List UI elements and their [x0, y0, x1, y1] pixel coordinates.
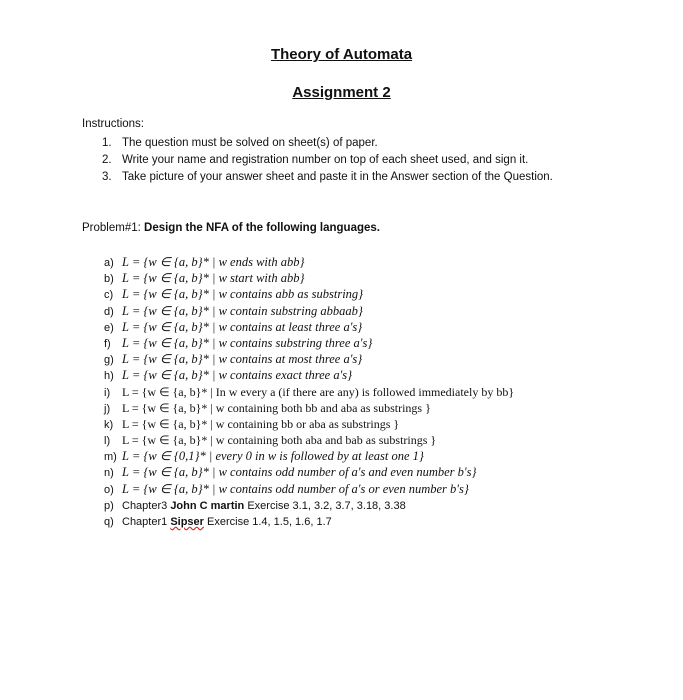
instruction-item: 3. Take picture of your answer sheet and paste it in the Answer section of the Question. [102, 171, 553, 183]
language-item: d) L = {w ∈ {a, b}* | w contain substring abbaab} [104, 303, 363, 318]
language-item: j) L = {w ∈ {a, b}* | w containing both bb and aba as substrings } [104, 400, 431, 415]
language-item: i) L = {w ∈ {a, b}* | In w every a (if there are any) is followed immediately by bb} [104, 384, 515, 399]
instruction-item: 1. The question must be solved on sheet(s) of paper. [102, 137, 378, 149]
instruction-item: 2. Write your name and registration number on top of each sheet used, and sign it. [102, 154, 529, 166]
language-item: a) L = {w ∈ {a, b}* | w ends with abb} [104, 255, 305, 269]
problem-heading [82, 222, 380, 234]
instructions-list [102, 135, 553, 186]
course-title: Theory of Automata [270, 46, 413, 63]
assignment-title: Assignment 2 [292, 84, 391, 101]
language-item: b) L = {w ∈ {a, b}* | w start with abb} [104, 271, 305, 286]
problem-label: Problem#1: [82, 222, 141, 234]
language-item: g) L = {w ∈ {a, b}* | w contains at most three a's} [104, 352, 363, 367]
reference-author: John C martin [170, 499, 245, 512]
reference-author: Sipser [170, 516, 204, 528]
reference-item: q) Chapter1 Sipser Exercise 1.4, 1.5, 1.6, 1.7 [104, 516, 332, 528]
language-item: c) L = {w ∈ {a, b}* | w contains abb as substring} [104, 287, 364, 302]
language-item: l) L = {w ∈ {a, b}* | w containing both aba and bab as substrings } [104, 433, 437, 448]
language-item: n) L = {w ∈ {a, b}* | w contains odd number of a's and even number b's} [104, 465, 477, 480]
language-item: h) L = {w ∈ {a, b}* | w contains exact three a's} [104, 368, 353, 383]
language-item: o) L = {w ∈ {a, b}* | w contains odd number of a's or even number b's} [104, 481, 469, 496]
language-item: k) L = {w ∈ {a, b}* | w containing bb or aba as substrings } [104, 416, 400, 431]
language-item: f) L = {w ∈ {a, b}* | w contains substring three a's} [104, 335, 373, 350]
language-item: e) L = {w ∈ {a, b}* | w contains at least three a's} [104, 319, 363, 334]
language-list [104, 254, 514, 529]
instructions-label: Instructions: [82, 118, 144, 130]
problem-text: Design the NFA of the following languages. [144, 222, 380, 234]
reference-item: p) Chapter3 John C martin Exercise 3.1, 3.2, 3.7, 3.18, 3.38 [104, 499, 406, 512]
language-item: m) L = {w ∈ {0,1}* | every 0 in w is followed by at least one 1} [104, 449, 424, 464]
